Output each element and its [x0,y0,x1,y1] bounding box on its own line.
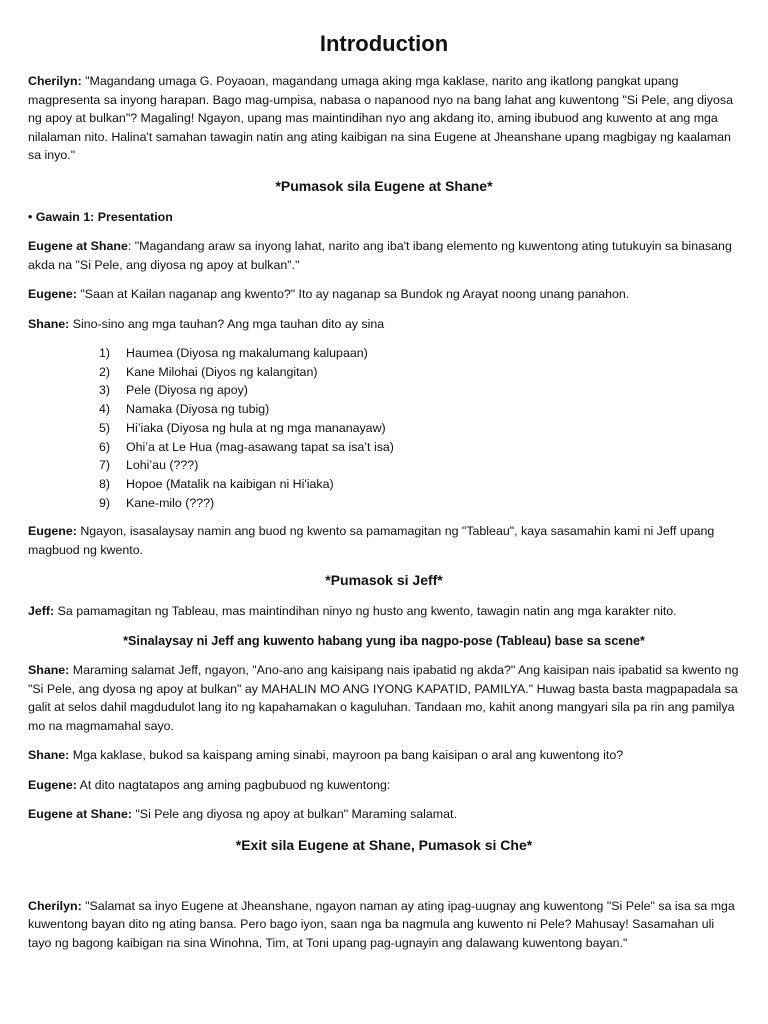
dialogue-text: : "Magandang araw sa inyong lahat, narito ang iba't ibang elemento ng kuwentong ating tutukuyin sa binasang akda na "Si Pele, ang diyosa ng apoy at bulkan"." [28,239,732,272]
list-number: 8) [99,476,111,491]
list-text: Hi’iaka (Diyosa ng hula at ng mga mananayaw) [126,420,386,435]
speaker-label: Eugene: [28,287,77,301]
dialogue-text: Sa pamamagitan ng Tableau, mas maintindihan ninyo ng husto ang kwento, tawagin natin ang mga karakter nito. [54,604,677,619]
speaker-label: Shane: [28,316,70,331]
dialogue-text: "Magandang umaga G. Poyaoan, magandang umaga aking mga kaklase, narito ang ikatlong pangkat upang magpresenta sa inyong harapan. Bago mag-umpisa, nabasa o napanood nyo na bang lahat ang kuwentong "Si Pele, ang diyosa ng apoy at bulkan"? Magaling! Ngayon, upang mas maintindihan nyo ang akdang ito, aming ibubuod ang kuwento at ang mga nilalaman nito. Halina't samahan tawagin natin ang ating kaibigan na sina Eugene at Jheanshane upang magbigay ng kaalaman sa inyo." [28,74,733,162]
list-text: Kane-milo (???) [126,495,215,510]
list-item [99,344,740,363]
speaker-label: Shane: [28,748,70,763]
speaker-label: Cherilyn: [28,898,82,913]
list-number: 1) [99,346,111,360]
dialogue-text: Ngayon, isasalaysay namin ang buod ng kwento sa pamamagitan ng "Tableau", kaya sasamahin kami ni Jeff upang magbuod ng kwento. [28,524,715,557]
scene-direction: *Pumasok si Jeff* [325,572,443,589]
list-text: Pele (Diyosa ng apoy) [126,383,248,398]
list-item [99,381,740,400]
dialogue-text: At dito nagtatapos ang aming pagbubuod ng kuwentong: [76,777,391,792]
list-number: 3) [99,383,111,398]
speaker-label: Eugene: [28,524,77,539]
dialogue-paragraph [28,522,740,559]
speaker-label: Eugene at Shane [28,239,128,253]
dialogue-text: "Si Pele ang diyosa ng apoy at bulkan" Maraming salamat. [131,807,457,822]
dialogue-paragraph [28,237,740,274]
list-text: Kane Milohai (Diyos ng kalangitan) [126,364,318,379]
intro-paragraph [28,72,740,165]
list-number: 7) [99,458,111,473]
list-item [99,456,740,475]
scene-direction: *Pumasok sila Eugene at Shane* [275,177,493,194]
dialogue-paragraph [28,776,740,795]
list-item [99,438,740,457]
speaker-label: Jeff: [28,604,55,619]
dialogue-text: Mga kaklase, bukod sa kaispang aming sinabi, mayroon pa bang kaisipan o aral ang kuwentong ito? [69,748,624,763]
dialogue-text: "Salamat sa inyo Eugene at Jheanshane, ngayon naman ay ating ipag-uugnay ang kuwentong "Si Pele" sa isa sa mga kuwentong bayan dito ng ating bansa. Pero bago iyon, saan nga ba nagmula ang kuwento ni Pele? Mahusay! Sasamahan uli tayo ng bagong kaibigan na sina Winohna, Tim, at Toni upang pag-ugnayin ang dalawang kuwentong bayan." [28,898,735,950]
activity-heading: • Gawain 1: Presentation [28,209,173,224]
list-number: 4) [99,402,111,417]
dialogue-text: Sino-sino ang mga tauhan? Ang mga tauhan dito ay sina [69,316,385,331]
list-item [99,363,740,382]
scene-direction: *Sinalaysay ni Jeff ang kuwento habang yung iba nagpo-pose (Tableau) base sa scene* [123,633,645,648]
speaker-label: Eugene: [28,777,77,792]
list-item [99,475,740,494]
list-number: 2) [99,364,111,379]
list-number: 9) [99,495,111,510]
list-text: Hopoe (Matalik na kaibigan ni Hi'iaka) [126,476,334,491]
dialogue-paragraph [28,315,740,334]
page-title: Introduction [319,31,449,56]
dialogue-text: "Saan at Kailan naganap ang kwento?" Ito ay naganap sa Bundok ng Arayat noong unang panahon. [76,287,630,301]
list-number: 5) [99,420,111,435]
dialogue-text: Maraming salamat Jeff, ngayon, "Ano-ano ang kaisipang nais ipabatid ng akda?" Ang kaisipan nais ipabatid sa kwento ng "Si Pele, ang dyosa ng apoy at bulkan" ay MAHALIN MO ANG IYONG KAPATID, PAMILYA." Huwag basta basta magpapadala sa galit at selos dahil magdudulot lang ito ng kapahamakan o kaguluhan. Tandaan mo, kahit anong mangyari sila pa rin ang pamilya mo na magmamahal sayo. [28,663,739,733]
scene-direction: *Exit sila Eugene at Shane, Pumasok si Che* [235,836,533,853]
dialogue-paragraph [28,661,740,735]
list-item [99,419,740,438]
list-number: 6) [99,439,111,454]
character-list [28,344,740,512]
list-text: Namaka (Diyosa ng tubig) [126,402,270,417]
spacer [28,867,740,897]
speaker-label: Eugene at Shane: [28,807,132,822]
dialogue-paragraph [28,805,740,824]
list-text: Haumea (Diyosa ng makalumang kalupaan) [126,346,368,360]
list-item [99,400,740,419]
speaker-label: Shane: [28,663,70,678]
speaker-label: Cherilyn: [28,74,82,88]
dialogue-paragraph [28,285,740,304]
list-text: Ohi’a at Le Hua (mag-asawang tapat sa isa’t isa) [126,439,394,454]
dialogue-paragraph [28,746,740,765]
closing-paragraph [28,897,740,953]
list-item [99,494,740,513]
list-text: Lohi’au (???) [126,458,199,473]
dialogue-paragraph [28,602,740,621]
